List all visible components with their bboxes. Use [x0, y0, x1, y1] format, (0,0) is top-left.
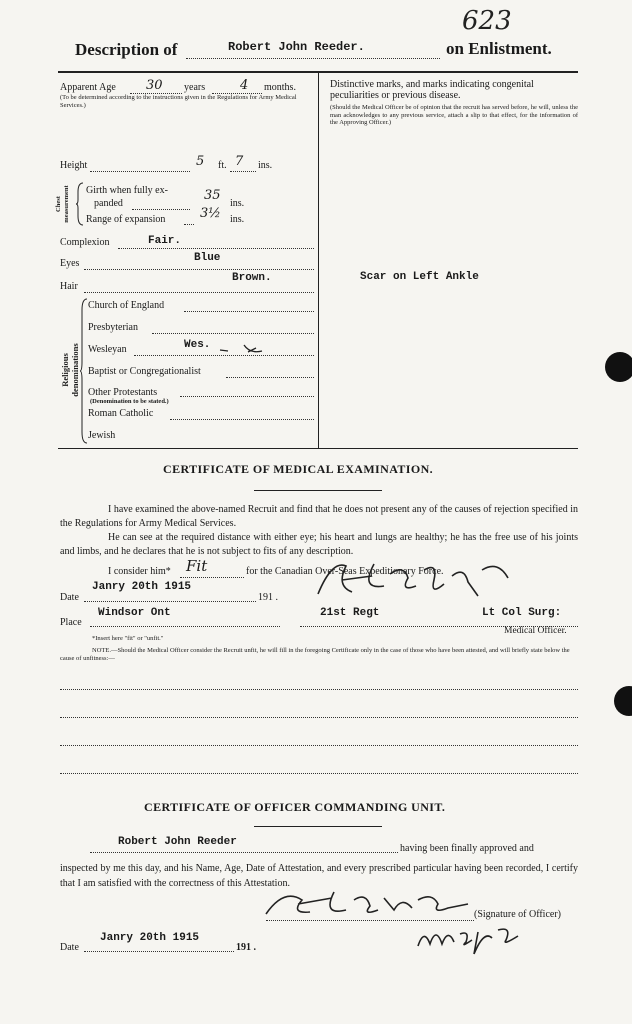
fit-value: Fit: [186, 557, 208, 575]
medical-officer-signature: [312, 556, 532, 602]
religion-presbyterian: Presbyterian: [88, 322, 138, 333]
medical-heading: CERTIFICATE OF MEDICAL EXAMINATION.: [163, 462, 434, 476]
fit-footnote: *Insert here "fit" or "unfit.": [92, 635, 164, 642]
range-value: 3½: [200, 206, 221, 221]
months-label: months.: [264, 82, 296, 93]
eyes-value: Blue: [194, 252, 221, 264]
ft-label: ft.: [218, 160, 227, 171]
girth-value: 35: [204, 188, 221, 203]
medical-heading-rule: [254, 490, 382, 491]
officer-recruit-name: Robert John Reeder: [118, 836, 237, 848]
girth-ins-label: ins.: [230, 198, 245, 209]
religion-label: Religious denominations: [60, 343, 80, 397]
punch-hole-top: [605, 352, 632, 382]
unfitness-line-3: [60, 745, 578, 746]
marks-heading: Distinctive marks, and marks indicating congenital peculiarities or previous disease.: [330, 79, 534, 101]
religion-baptist: Baptist or Congregationalist: [88, 366, 201, 377]
age-months-value: 4: [240, 78, 249, 93]
signature-of-officer-label: (Signature of Officer): [474, 909, 562, 920]
force-label: for the Canadian Over-Seas Expeditionary Force.: [246, 566, 444, 577]
rank-value: Lt Col Surg:: [482, 607, 562, 619]
title-left: Description of: [75, 40, 178, 59]
ins-label: ins.: [258, 160, 273, 171]
religion-roman-catholic: Roman Catholic: [88, 408, 154, 419]
title-right: on Enlistment.: [446, 39, 552, 58]
religion-tick-mark: [218, 342, 266, 356]
officer-signature: [262, 886, 476, 920]
chest-label: Chest measurement: [55, 185, 70, 223]
age-years-value: 30: [146, 78, 163, 93]
chest-brace: [76, 182, 84, 226]
age-label: Apparent Age: [60, 82, 116, 93]
recruit-name-header: Robert John Reeder.: [228, 40, 365, 54]
punch-hole-bottom: [614, 686, 632, 716]
medical-paragraph-2: He can see at the required distance with either eye; his heart and lungs are healthy; he has the free use of his joints and limbs, and he declares that he is not subject to fits of any description.: [60, 532, 578, 557]
height-ins-value: 7: [235, 154, 244, 169]
religion-value: Wes.: [184, 339, 211, 351]
medical-paragraph-1: I have examined the above-named Recruit and find that he does not present any of the causes of rejection specified in the Regulations for Army Medical Services.: [60, 504, 578, 529]
religion-denomination-note: (Denomination to be stated.): [90, 398, 169, 405]
unfitness-line-2: [60, 717, 578, 718]
medical-date-value: Janry 20th 1915: [92, 581, 192, 593]
place-value: Windsor Ont: [98, 607, 171, 619]
unfitness-line-1: [60, 689, 578, 690]
stamp-number: 623: [462, 6, 512, 36]
complexion-value: Fair.: [148, 235, 182, 247]
complexion-label: Complexion: [60, 237, 110, 248]
officer-heading: CERTIFICATE OF OFFICER COMMANDING UNIT.: [144, 800, 446, 814]
religion-church-of-england: Church of England: [88, 300, 165, 311]
officer-date-label: Date: [60, 942, 79, 953]
religion-jewish: Jewish: [88, 430, 116, 441]
officer-heading-rule: [254, 826, 382, 827]
medical-date-label: Date: [60, 592, 79, 603]
regt-value: 21st Regt: [320, 607, 380, 619]
age-note: (To be determined according to the instructions given in the Regulations for Army Medical Services.): [60, 94, 297, 109]
marks-value: Scar on Left Ankle: [360, 271, 479, 283]
section-divider: [58, 448, 578, 449]
medical-year-suffix: 191 .: [258, 592, 278, 603]
range-ins-label: ins.: [230, 214, 245, 225]
officer-date-value: Janry 20th 1915: [100, 932, 200, 944]
medical-officer-label: Medical Officer.: [504, 626, 567, 636]
girth-label-2: panded: [94, 198, 123, 209]
religion-brace: [80, 298, 88, 444]
height-ft-value: 5: [196, 154, 205, 169]
religion-other-protestants: Other Protestants: [88, 387, 158, 398]
religion-wesleyan: Wesleyan: [88, 344, 127, 355]
officer-rank-scrawl: [414, 916, 524, 956]
place-label: Place: [60, 617, 82, 628]
height-label: Height: [60, 160, 88, 171]
hair-value: Brown.: [232, 272, 272, 284]
column-divider: [318, 73, 319, 448]
hair-label: Hair: [60, 281, 78, 292]
marks-note: (Should the Medical Officer be of opinion that the recruit has served before, he will, unless the man acknowledges to any previous service, attach a slip to that effect, for the information of the Approving Officer.): [330, 104, 578, 126]
unfitness-line-4: [60, 773, 578, 774]
unfit-note: NOTE.—Should the Medical Officer consider the Recruit unfit, he will fill in the foregoing Certificate only in the case of those who have been attested, and will briefly state below the cause of unfitness:—: [60, 647, 570, 662]
girth-label: Girth when fully ex-: [86, 185, 168, 196]
officer-text-2: inspected by me this day, and his Name, Age, Date of Attestation, and every prescribed particular having been recorded, I certify that I am satisfied with the correctness of this Attestation.: [60, 863, 578, 889]
years-label: years: [184, 82, 206, 93]
range-label: Range of expansion: [86, 214, 166, 225]
eyes-label: Eyes: [60, 258, 80, 269]
officer-text-1: having been finally approved and: [400, 843, 534, 854]
consider-label: I consider him*: [108, 566, 171, 577]
officer-year-suffix: 191 .: [236, 942, 256, 953]
